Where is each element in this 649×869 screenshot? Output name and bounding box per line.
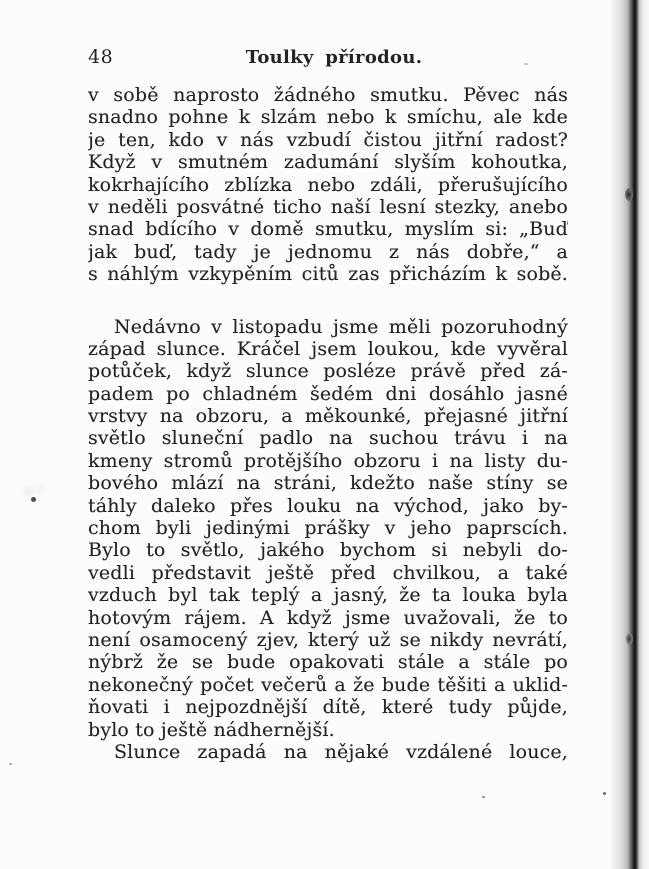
text-line: snadno pohne k slzám nebo k smíchu, ale kde [88,106,568,129]
text-line: jak buď, tady je jednomu z nás dobře,“ a [88,240,568,263]
text-line: bového mlází na stráni, kdežto naše stíny se [88,472,568,495]
text-line: táhly daleko přes louku na východ, jako by- [88,494,568,517]
scan-speck [524,63,528,65]
scan-gutter-shadow [609,0,649,869]
paragraph [88,741,568,763]
text-line: Bylo to světlo, jakého bychom si nebyli do- [88,539,568,562]
paragraph [88,84,568,286]
text-line: snad bdícího v domě smutku, myslím si: „Buď [88,218,568,241]
text-line: kokrhajícího zblízka nebo zdáli, přerušujícího [88,173,568,196]
text-line: chom byli jedinými prášky v jeho paprscích. [88,517,568,540]
scan-blemish [625,188,633,201]
text-line: Nedávno v listopadu jsme měli pozoruhodný [114,315,568,338]
text-block [88,84,568,763]
page-number: 48 [88,46,114,68]
text-line: vedli představit ještě před chvilkou, a také [88,561,568,584]
scan-speck [603,792,606,795]
text-line: v neděli posvátné ticho naší lesní stezky, anebo [88,195,568,218]
running-title: Toulky přírodou. [245,47,423,68]
scan-blemish [626,633,633,645]
text-line: světlo sluneční padlo na suchou trávu i na [88,427,568,450]
text-line: západ slunce. Kráčel jsem loukou, kde vyvěral [88,337,568,360]
text-line: padem po chladném šedém dni dosáhlo jasné [88,382,568,405]
text-line: ňovati i nejpozdnější dítě, které tudy půjde, [88,696,568,719]
text-line: Slunce zapadá na nějaké vzdálené louce, [114,740,568,763]
text-line: kmeny stromů protějšího obzoru i na listy du- [88,449,568,472]
page-header [88,46,568,70]
text-line: nýbrž že se bude opakovati stále a stále po [88,651,568,674]
text-line: bylo to ještě nádhernější. [88,718,335,741]
scan-speck [482,796,485,798]
text-line: hotovým rájem. A když jsme uvažovali, že to [88,606,568,629]
text-line: potůček, když slunce posléze právě před zá- [88,360,568,383]
scan-speck [31,497,36,502]
text-line: vrstvy na obzoru, a měkounké, přejasné jitřní [88,405,568,428]
text-line: nekonečný počet večerů a že bude těšiti a uklid- [88,673,568,696]
text-line: není osamocený zjev, který už se nikdy nevrátí, [88,628,568,651]
text-line: s náhlým vzkypěním citů zas přicházím k sobě. [88,263,568,286]
paragraph [88,316,568,741]
text-line: v sobě naprosto žádného smutku. Pěvec nás [88,84,568,106]
text-line: je ten, kdo v nás vzbudí čistou jitřní radost? [88,128,568,151]
scan-speck [9,763,12,765]
text-line: Když v smutném zadumání slyším kohoutka, [88,151,568,174]
text-line: vzduch byl tak teplý a jasný, že ta louka byla [88,584,568,607]
